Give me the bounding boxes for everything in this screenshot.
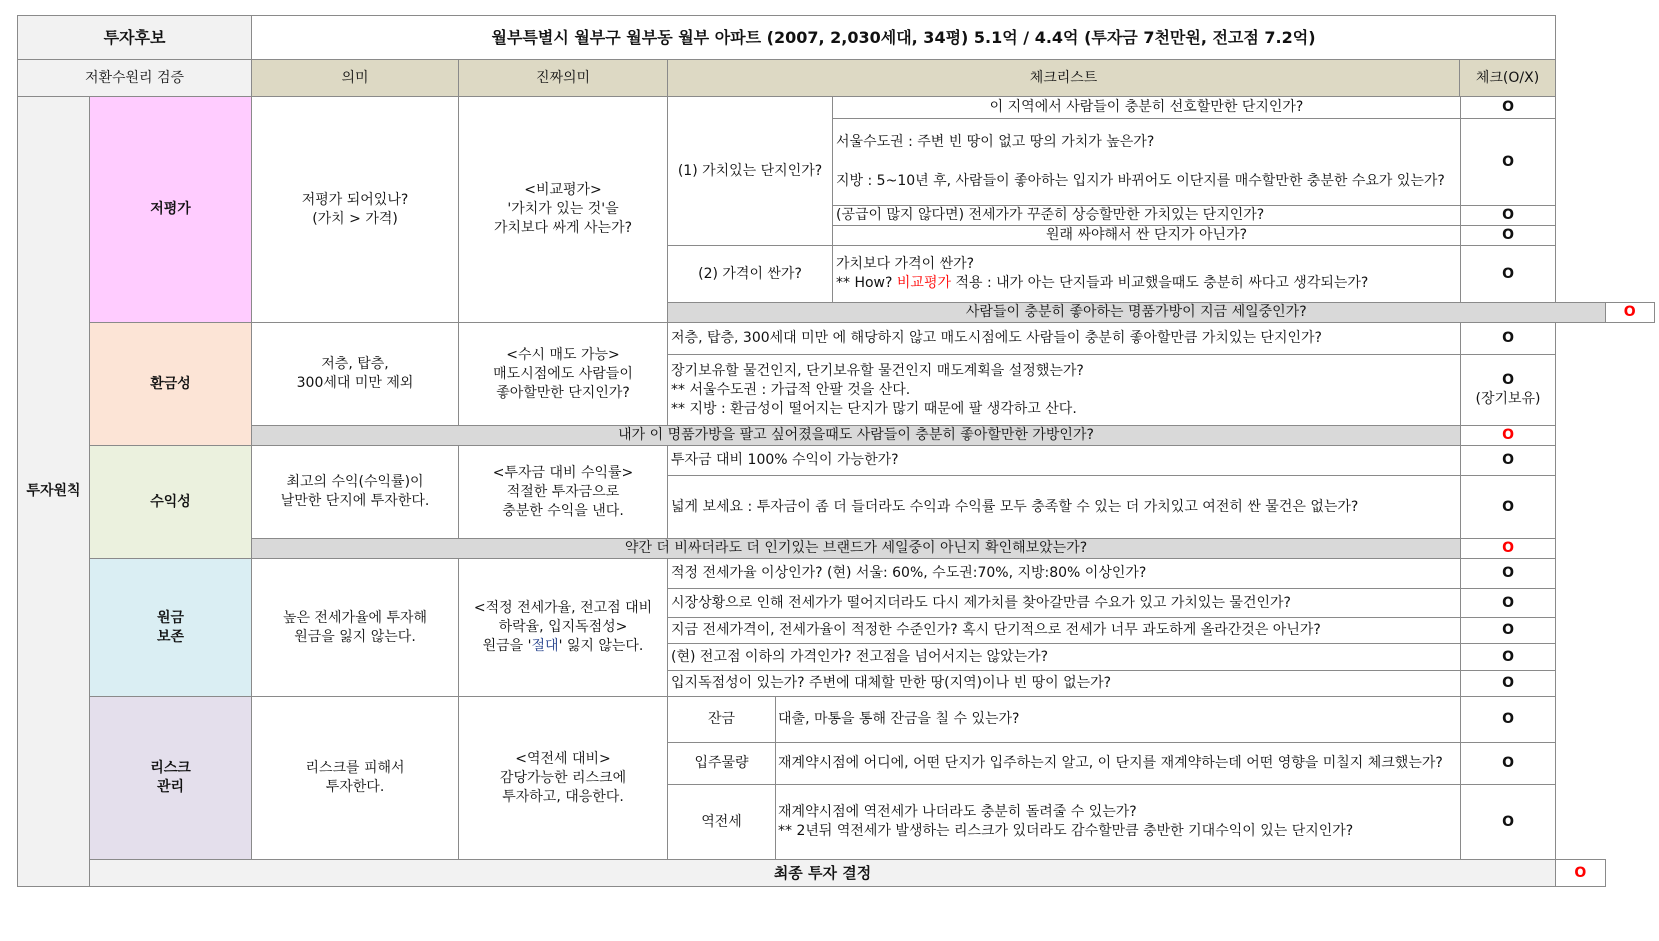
- real-line: 감당가능한 리스크에: [499, 769, 627, 786]
- checklist-line: 장기보유할 물건인지, 단기보유할 물건인지 매도계획을 설정했는가?: [671, 362, 1084, 379]
- checklist-item: 대출, 마통을 통해 잔금을 칠 수 있는가?: [778, 711, 1020, 727]
- checklist-item: 넓게 보세요 : 투자금이 좀 더 들더라도 수익과 수익률 모두 충족할 수 있는 더 가치있고 여전히 싼 물건은 없는가?: [668, 476, 1461, 539]
- check-mark: O: [1461, 206, 1556, 226]
- real-line: 적절한 투자금으로: [506, 483, 620, 500]
- real-line: '가치가 있는 것'을: [507, 201, 619, 217]
- checklist-text: 적용 : 내가 아는 단지들과 비교했을때도 충분히 싸다고 생각되는가?: [951, 275, 1369, 291]
- checklist-item: (공급이 많지 않다면) 전세가가 꾸준히 상승할만한 가치있는 단지인가?: [833, 206, 1461, 226]
- category-undervalued: 저평가: [90, 97, 252, 323]
- real-line: <수시 매도 가능>: [506, 346, 620, 363]
- header-meaning: 의미: [252, 60, 459, 97]
- check-mark: O: [1461, 644, 1556, 671]
- table-row: [18, 446, 1655, 476]
- header-check: 체크(O/X): [1459, 60, 1555, 96]
- checklist-line: ** 서울수도권 : 가급적 안팔 것을 산다.: [671, 381, 911, 398]
- real-line: 좋아할만한 단지인가?: [496, 384, 630, 401]
- meaning-line: 300세대 미만 제외: [296, 375, 414, 391]
- risk-item-cell: [668, 785, 1461, 860]
- table-row: [18, 697, 1655, 743]
- real-line: <적정 전세가율, 전고점 대비: [473, 600, 653, 616]
- meaning-line: 최고의 수익(수익률)이: [286, 474, 424, 490]
- checklist-line: 가치보다 가격이 싼가?: [836, 256, 975, 272]
- category-profit: 수익성: [90, 446, 252, 559]
- meaning-line: 투자한다.: [325, 779, 385, 795]
- check-mark: O: [1461, 589, 1556, 618]
- checklist-item: [776, 803, 1460, 841]
- header-row: [18, 60, 1655, 97]
- summary-check: O: [1461, 426, 1556, 446]
- check-mark: O: [1461, 97, 1556, 119]
- checklist-line: 재계약시점에 역전세가 나더라도 충분히 돌려줄 수 있는가?: [778, 804, 1137, 820]
- final-row: [18, 860, 1655, 887]
- category-line: 원금: [156, 609, 185, 626]
- real-line: 투자하고, 대응한다.: [502, 788, 624, 805]
- summary-undervalued: 사람들이 충분히 좋아하는 명품가방이 지금 세일중인가?: [668, 303, 1606, 323]
- header-checklist: 체크리스트: [1029, 69, 1098, 86]
- category-principal: [90, 559, 252, 697]
- header-real-meaning: 진짜의미: [459, 60, 668, 97]
- real-line: [460, 637, 666, 656]
- risk-label-reverse-jeonse: 역전세: [668, 785, 776, 859]
- meaning-line: (가치 > 가격): [312, 210, 398, 227]
- checklist-item: 적정 전세가율 이상인가? (현) 서울: 60%, 수도권:70%, 지방:80% 이상인가?: [668, 559, 1461, 589]
- checklist-line: ** 지방 : 환금성이 떨어지는 단지가 많기 때문에 팔 생각하고 산다.: [671, 400, 1077, 417]
- category-line: 리스크: [150, 760, 191, 776]
- spacer: [836, 152, 1457, 172]
- real-risk: [459, 697, 668, 860]
- header-checklist-cell: [668, 60, 1556, 97]
- check-mark: O: [1461, 743, 1556, 785]
- check-mark: [1461, 355, 1556, 426]
- category-liquidity: 환금성: [90, 323, 252, 446]
- risk-item-cell: [668, 697, 1461, 743]
- meaning-risk: [252, 697, 459, 860]
- risk-item-cell: [668, 743, 1461, 785]
- real-text: 원금을 ': [482, 638, 532, 654]
- header-verify: 저환수원리 검증: [18, 60, 252, 97]
- checklist-item: [833, 119, 1461, 206]
- summary-check: O: [1461, 539, 1556, 559]
- category-risk: [90, 697, 252, 860]
- table-row: [18, 559, 1655, 589]
- check-mark: O: [1461, 559, 1556, 589]
- risk-label-balance: 잔금: [668, 697, 776, 742]
- check-mark: O: [1461, 119, 1556, 206]
- meaning-profit: [252, 446, 459, 539]
- real-liquidity: [459, 323, 668, 426]
- final-decision-label: 최종 투자 결정: [90, 860, 1556, 887]
- checklist-item: 저층, 탑층, 300세대 미만 에 해당하지 않고 매도시점에도 사람들이 충분히 좋아할만큼 가치있는 단지인가?: [668, 323, 1461, 355]
- check-mark: O: [1461, 446, 1556, 476]
- sub-label-valuable: (1) 가치있는 단지인가?: [668, 97, 833, 246]
- real-profit: [459, 446, 668, 539]
- summary-row: [18, 539, 1655, 559]
- candidate-value: 월부특별시 월부구 월부동 월부 아파트 (2007, 2,030세대, 34평) 5.1억 / 4.4억 (투자금 7천만원, 전고점 7.2억): [252, 16, 1556, 60]
- check-mark: O: [1461, 476, 1556, 539]
- table-row: [18, 323, 1655, 355]
- summary-check: O: [1605, 303, 1654, 323]
- category-line: 관리: [156, 779, 185, 795]
- highlight-text: 비교평가: [896, 275, 951, 291]
- real-line: 하락율, 입지독점성>: [498, 619, 628, 635]
- candidate-label: 투자후보: [18, 16, 252, 60]
- checklist-text: ** How?: [836, 275, 897, 291]
- checklist-item: 입지독점성이 있는가? 주변에 대체할 만한 땅(지역)이나 빈 땅이 없는가?: [668, 671, 1461, 697]
- meaning-line: 높은 전세가율에 투자해: [282, 609, 428, 626]
- check-note: (장기보유): [1475, 391, 1541, 407]
- checklist-line: [836, 274, 1457, 293]
- check-line: O: [1502, 372, 1514, 388]
- checklist-line: 지방 : 5~10년 후, 사람들이 좋아하는 입지가 바뀌어도 이단지를 매수할만한 충분한 수요가 있는가?: [836, 173, 1445, 189]
- category-line: 보존: [156, 628, 185, 645]
- checklist-item: 이 지역에서 사람들이 충분히 선호할만한 단지인가?: [833, 97, 1461, 119]
- summary-profit: 약간 더 비싸더라도 더 인기있는 브랜드가 세일중이 아닌지 확인해보았는가?: [252, 539, 1461, 559]
- sub-label-cheap: (2) 가격이 싼가?: [668, 246, 833, 303]
- real-principal: [459, 559, 668, 697]
- meaning-line: 저층, 탑층,: [321, 356, 389, 372]
- checklist-item: 시장상황으로 인해 전세가가 떨어지더라도 다시 제가치를 찾아갈만큼 수요가 있고 가치있는 물건인가?: [668, 589, 1461, 618]
- meaning-liquidity: [252, 323, 459, 426]
- check-mark: O: [1461, 618, 1556, 644]
- meaning-line: 리스크를 피해서: [305, 760, 405, 776]
- summary-liquidity: 내가 이 명품가방을 팔고 싶어졌을때도 사람들이 충분히 좋아할만한 가방인가?: [252, 426, 1461, 446]
- real-text: ' 잃지 않는다.: [558, 638, 644, 654]
- summary-row: [18, 426, 1655, 446]
- meaning-line: 원금을 잃지 않는다.: [294, 628, 416, 645]
- checklist-item: [833, 246, 1461, 303]
- real-line: <비교평가>: [524, 182, 602, 198]
- investment-checklist-table: [17, 15, 1655, 887]
- check-mark: O: [1461, 697, 1556, 743]
- meaning-principal: [252, 559, 459, 697]
- checklist-item: 원래 싸야해서 싼 단지가 아닌가?: [833, 226, 1461, 246]
- checklist-item: 투자금 대비 100% 수익이 가능한가?: [668, 446, 1461, 476]
- check-mark: O: [1461, 671, 1556, 697]
- checklist-item: [668, 355, 1461, 426]
- checklist-line: 서울수도권 : 주변 빈 땅이 없고 땅의 가치가 높은가?: [836, 134, 1155, 150]
- checklist-line: ** 2년뒤 역전세가 발생하는 리스크가 있더라도 감수할만큼 충반한 기대수익이 있는 단지인가?: [778, 823, 1354, 839]
- checklist-item: 지금 전세가격이, 전세가율이 적정한 수준인가? 혹시 단기적으로 전세가 너무 과도하게 올라간것은 아닌가?: [668, 618, 1461, 644]
- final-decision-check: O: [1556, 860, 1605, 887]
- highlight-text: 절대: [531, 638, 559, 654]
- check-mark: O: [1461, 226, 1556, 246]
- checklist-item: 재계약시점에 어디에, 어떤 단지가 입주하는지 알고, 이 단지를 재계약하는데 어떤 영향을 미칠지 체크했는가?: [778, 755, 1443, 771]
- real-line: <역전세 대비>: [515, 750, 611, 767]
- meaning-line: 날만한 단지에 투자한다.: [280, 493, 430, 509]
- check-mark: O: [1461, 785, 1556, 860]
- real-line: 가치보다 싸게 사는가?: [493, 220, 633, 236]
- table-row: [18, 97, 1655, 119]
- real-line: 충분한 수익을 낸다.: [502, 502, 624, 519]
- risk-label-supply: 입주물량: [668, 743, 776, 784]
- checklist-item: (현) 전고점 이하의 가격인가? 전고점을 넘어서지는 않았는가?: [668, 644, 1461, 671]
- meaning-line: 저평가 되어있나?: [301, 191, 409, 208]
- check-mark: O: [1461, 323, 1556, 355]
- principle-label: 투자원칙: [18, 97, 90, 887]
- meaning-undervalued: [252, 97, 459, 323]
- real-line: <투자금 대비 수익률>: [492, 464, 634, 481]
- real-line: 매도시점에도 사람들이: [493, 365, 633, 382]
- title-row: [18, 16, 1655, 60]
- real-undervalued: [459, 97, 668, 323]
- check-mark: O: [1461, 246, 1556, 303]
